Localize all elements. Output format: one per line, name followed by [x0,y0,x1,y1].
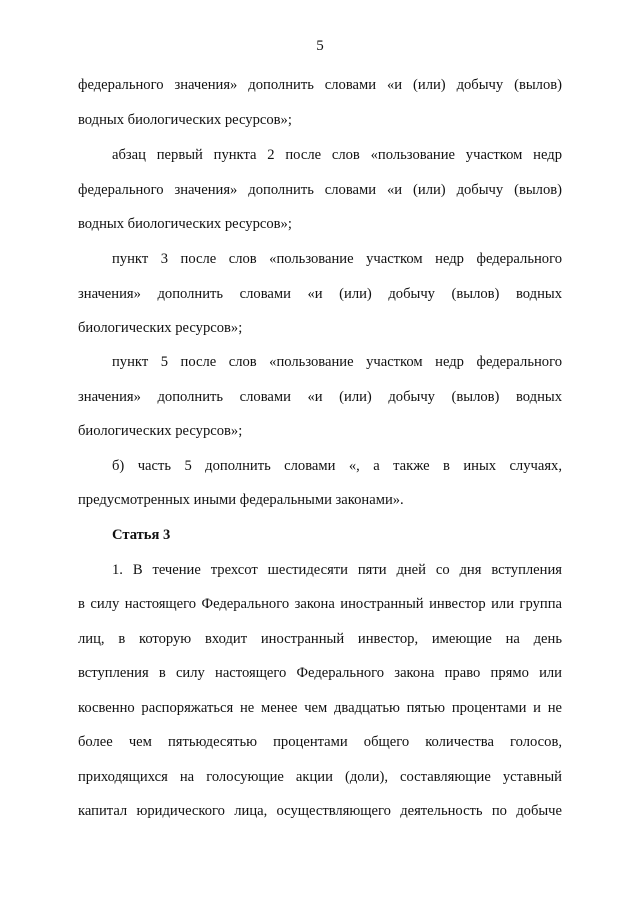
text-line: вступления в силу настоящего Федерального закона право прямо или [78,665,562,681]
text-line: абзац первый пункта 2 после слов «пользование участком недр [112,147,562,163]
text-line: в силу настоящего Федерального закона иностранный инвестор или группа [78,596,562,612]
text-line: пункт 5 после слов «пользование участком недр федерального [112,354,562,370]
text-line: б) часть 5 дополнить словами «, а также в иных случаях, [112,458,562,474]
article-heading: Статья 3 [112,527,171,543]
text-line: лиц, в которую входит иностранный инвестор, имеющие на день [78,631,562,647]
text-line: значения» дополнить словами «и (или) добычу (вылов) водных [78,389,562,405]
text-line: более чем пятьюдесятью процентами общего количества голосов, [78,734,562,750]
text-line: значения» дополнить словами «и (или) добычу (вылов) водных [78,286,562,302]
text-line: федерального значения» дополнить словами «и (или) добычу (вылов) [78,182,562,198]
text-line: приходящихся на голосующие акции (доли), составляющие уставный [78,769,562,785]
page-number: 5 [316,38,324,54]
text-line: федерального значения» дополнить словами «и (или) добычу (вылов) [78,77,562,93]
text-line: капитал юридического лица, осуществляющего деятельность по добыче [78,803,562,819]
text-line: водных биологических ресурсов»; [78,216,292,232]
text-line: косвенно распоряжаться не менее чем двадцатью пятью процентами и не [78,700,562,716]
text-line: пункт 3 после слов «пользование участком недр федерального [112,251,562,267]
text-line: 1. В течение трехсот шестидесяти пяти дней со дня вступления [112,562,562,578]
text-line: биологических ресурсов»; [78,423,243,439]
text-line: предусмотренных иными федеральными законами». [78,492,404,508]
text-line: биологических ресурсов»; [78,320,243,336]
text-line: водных биологических ресурсов»; [78,112,292,128]
